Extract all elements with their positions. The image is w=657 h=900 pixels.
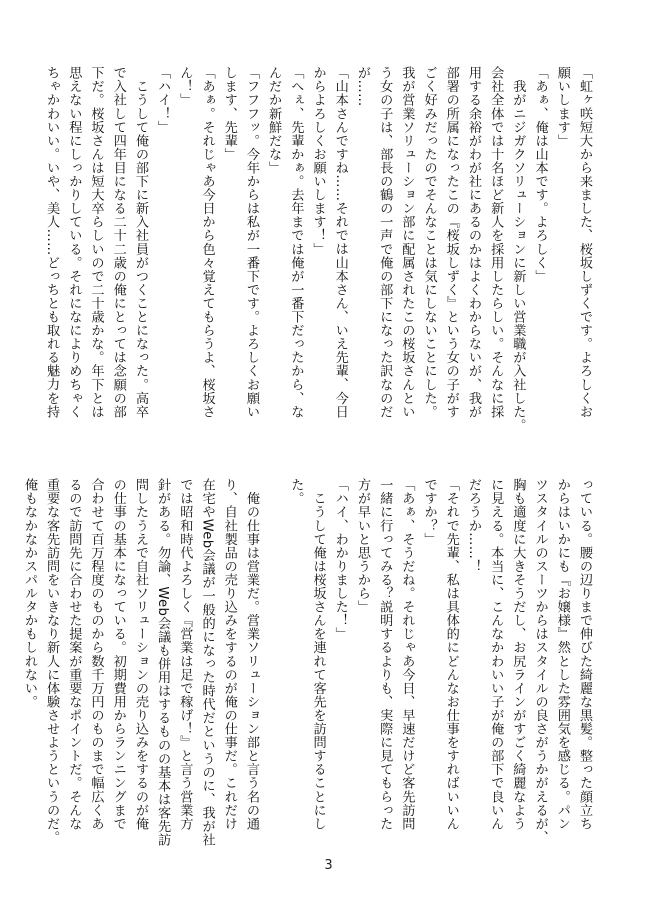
text-line: んだか新鮮だな」 — [266, 66, 282, 175]
text-line: の仕事の基本になっている。初期費用からランニングまで — [110, 478, 126, 831]
text-line: 我がニジガクソリューションに新しい営業職が入社した。 — [510, 66, 526, 432]
text-line: 俺もなかなかスパルタかもしれない。 — [21, 478, 37, 709]
text-line: う女の子は、部長の鶴の一声で俺の部下になった訳なのだ — [377, 66, 393, 419]
text-line: 「山本さんですね……それでは山本さん、いえ先輩、今日 — [332, 66, 348, 419]
text-line: り、自社製品の売り込みをするのが俺の仕事だ。これだけ — [221, 478, 237, 831]
text-line: 合わせて百万程度のものから数千万円のものまで幅広くあ — [88, 478, 104, 831]
text-line: で入社して四年目になる二十二歳の俺にとっては念願の部 — [110, 66, 126, 419]
text-line: 「フフフッ。今年からは私が一番下です。よろしくお願い — [243, 66, 259, 419]
text-line: 「ハイ！」 — [155, 66, 171, 134]
text-line: 「あぁ。それじゃあ今日から色々覚えてもらうよ、桜坂さ — [199, 66, 215, 419]
text-line: では昭和時代よろしく『営業は足で稼げ！』と言う営業方 — [177, 478, 193, 831]
text-line: します、先輩」 — [221, 66, 237, 161]
text-line: に見える。本当に、こんなかわいい子が俺の部下で良いん — [488, 478, 504, 831]
text-line: ちゃかわいい。いや、美人……どっちとも取れる魅力を持 — [44, 66, 60, 419]
text-line: 方が早いと思うから」 — [354, 478, 370, 614]
text-line: 我が営業ソリューション部に配属されたこの桜坂さんとい — [399, 66, 415, 419]
text-line: っている。腰の辺りまで伸びた綺麗な黒髪。整った顔立ち — [577, 478, 592, 831]
text-line — [262, 478, 284, 828]
text-line: 用する余裕がわが社にあるのかはよくわからないが、我が — [465, 66, 481, 419]
text-line: るので訪問先に合わせた提案が重要なポイントだ。そんな — [66, 478, 82, 831]
text-line: 在宅やWeb会議が一般的になった時代だというのに、我が社 — [199, 478, 215, 847]
text-line: 「へぇ、先輩かぁ。去年までは俺が一番下だったから、な — [288, 66, 304, 419]
text-line: た。 — [288, 478, 304, 506]
text-line: 「ハイ、わかりました！」 — [332, 478, 348, 641]
text-line: ごく好みだったのでそんなことは気にしないことにした。 — [421, 66, 437, 419]
lower-text-block — [21, 478, 595, 847]
text-line: 「あぁ、俺は山本です。よろしく」 — [532, 66, 548, 283]
text-line: 一緒に行ってみる？説明するよりも、実際に見てもらった — [377, 478, 393, 831]
text-line: が…… — [354, 66, 370, 107]
text-line: 下だ。桜坂さんは短大卒らしいので二十歳かな。年下とは — [88, 66, 104, 419]
text-line: 「あぁ、そうだね。それじゃあ今日、早速だけど客先訪問 — [399, 478, 415, 831]
text-line: 問したうえで自社ソリューションの売り込みをするのが俺 — [132, 478, 148, 831]
text-line: 「それで先輩、私は具体的にどんなお仕事をすればいいん — [443, 478, 459, 831]
text-line: 会社全体では十名ほど新人を採用したらしい。そんなに採 — [488, 66, 504, 419]
text-line: 重要な客先訪問をいきなり新人に体験させようというのだ。 — [44, 478, 60, 844]
text-line: 部署の所属になったこの『桜坂しずく』という女の子がす — [443, 66, 459, 419]
text-line: 願いします」 — [554, 66, 570, 148]
text-line: からよろしくお願いします！」 — [310, 66, 326, 256]
text-line: ツスタイルのスーツからはスタイルの良さがうかがえるが、 — [532, 478, 548, 844]
text-line: 「虹ヶ咲短大から来ました、桜坂しずくです。よろしくお — [577, 66, 592, 419]
text-line: だろうか……！ — [465, 478, 481, 573]
text-line: 俺の仕事は営業だ。営業ソリューション部と言う名の通 — [243, 478, 259, 831]
text-line: 胸も適度に大きそうだし、お尻ラインがすごく綺麗なよう — [510, 478, 526, 831]
upper-text-block — [44, 66, 595, 432]
text-line: ん！」 — [177, 66, 193, 107]
text-line: ですか？」 — [421, 478, 437, 546]
page-number: 3 — [324, 858, 333, 873]
text-line: 思えない程にしっかりしている。それになによりめちゃく — [66, 66, 82, 419]
text-line: こうして俺の部下に新入社員がつくことになった。高卒 — [132, 66, 148, 419]
text-line: こうして俺は桜坂さんを連れて客先を訪問することにし — [310, 478, 326, 831]
text-line: からはいかにも『お嬢様』然とした雰囲気を感じる。パン — [554, 478, 570, 831]
text-line: 針がある。勿論、Web会議も併用はするものの基本は客先訪 — [155, 478, 171, 847]
